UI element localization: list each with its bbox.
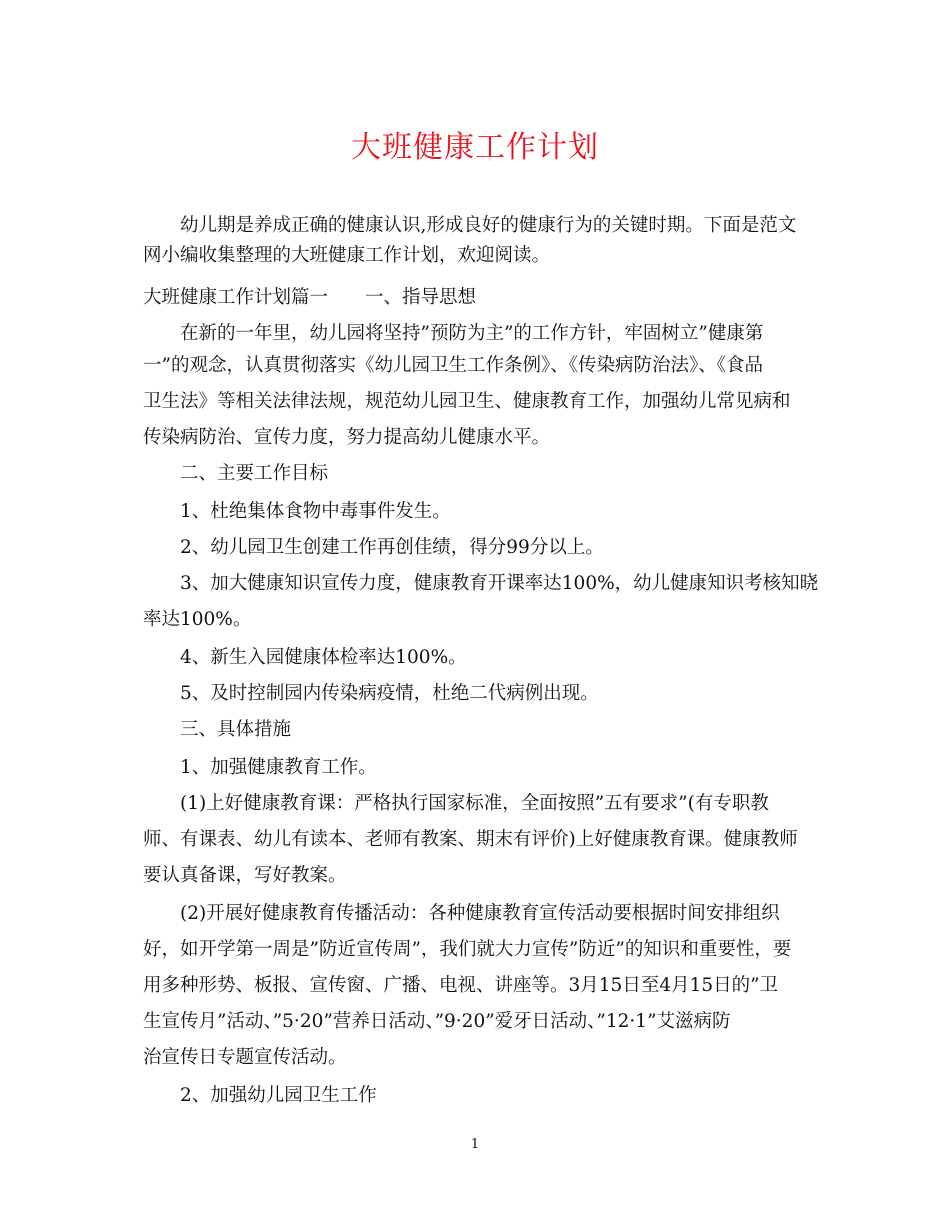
text-line: 2、加强幼儿园卫生工作 xyxy=(143,1085,377,1106)
text-line: 率达100%。 xyxy=(143,609,252,630)
text-line: 生宣传月”活动、”5·20”营养日活动、”9·20”爱牙日活动、”12·1”艾滋病防 xyxy=(143,1011,731,1032)
text-line: 大班健康工作计划篇一 一、指导思想 xyxy=(143,287,477,308)
text-line: (1)上好健康教育课：严格执行国家标准，全面按照”五有要求”(有专职教 xyxy=(143,793,769,814)
text-line: 二、主要工作目标 xyxy=(143,463,329,484)
text-line: 在新的一年里，幼儿园将坚持”预防为主”的工作方针，牢固树立”健康第 xyxy=(143,323,764,344)
text-line: 治宣传日专题宣传活动。 xyxy=(143,1047,347,1068)
text-line: 网小编收集整理的大班健康工作计划，欢迎阅读。 xyxy=(143,245,551,266)
text-line: 4、新生入园健康体检率达100%。 xyxy=(143,647,467,668)
text-line: 传染病防治、宣传力度，努力提高幼儿健康水平。 xyxy=(143,427,551,448)
text-line: 1、杜绝集体食物中毒事件发生。 xyxy=(143,501,451,522)
text-line: 卫生法》等相关法律法规，规范幼儿园卫生、健康教育工作，加强幼儿常见病和 xyxy=(143,391,791,412)
text-line: 好，如开学第一周是”防近宣传周”，我们就大力宣传”防近”的知识和重要性，要 xyxy=(143,939,792,960)
page-number: 1 xyxy=(470,1137,480,1152)
document-title: 大班健康工作计划 xyxy=(351,130,599,165)
text-line: 幼儿期是养成正确的健康认识,形成良好的健康行为的关键时期。下面是范文 xyxy=(143,215,797,236)
text-line: 1、加强健康教育工作。 xyxy=(143,757,377,778)
text-line: 三、具体措施 xyxy=(143,719,292,740)
text-line: 师、有课表、幼儿有读本、老师有教案、期末有评价)上好健康教育课。健康教师 xyxy=(143,829,798,850)
text-line: 3、加大健康知识宣传力度，健康教育开课率达100%，幼儿健康知识考核知晓 xyxy=(143,573,819,594)
text-line: 用多种形势、板报、宣传窗、广播、电视、讲座等。3月15日至4月15日的”卫 xyxy=(143,975,779,996)
text-line: 2、幼儿园卫生创建工作再创佳绩，得分99分以上。 xyxy=(143,537,604,558)
text-line: 5、及时控制园内传染病疫情，杜绝二代病例出现。 xyxy=(143,683,599,704)
text-line: 要认真备课，写好教案。 xyxy=(143,865,347,886)
text-line: 一”的观念，认真贯彻落实《幼儿园卫生工作条例》、《传染病防治法》、《食品 xyxy=(143,355,763,376)
text-line: (2)开展好健康教育传播活动：各种健康教育宣传活动要根据时间安排组织 xyxy=(143,903,780,924)
